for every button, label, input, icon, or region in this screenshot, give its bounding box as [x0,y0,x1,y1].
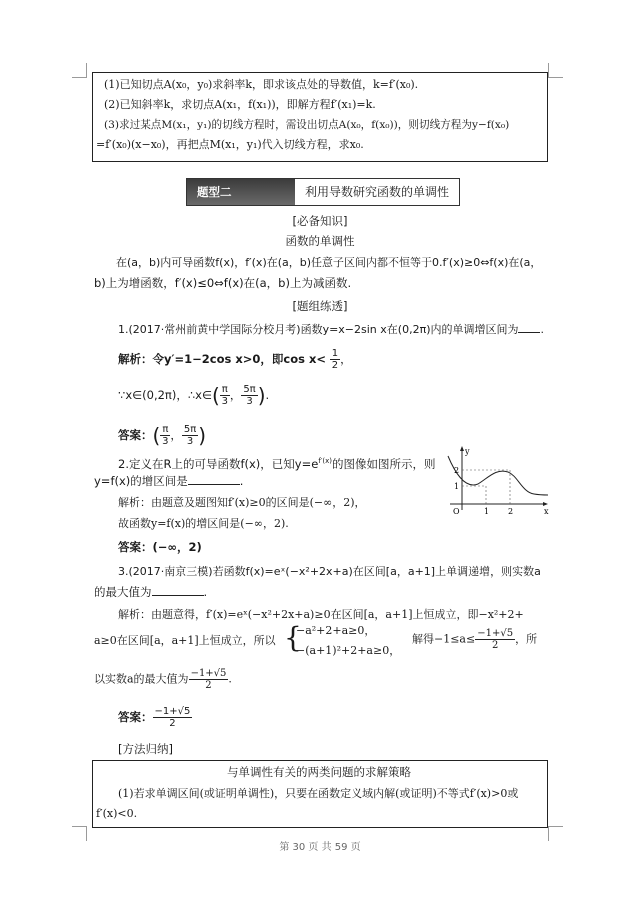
q3-answer-label: 答案： [118,710,153,724]
q2-statement-a: 2.定义在R上的可导函数f(x)，已知y=e [118,456,319,471]
q1-statement: 1.(2017·常州前黄中学国际分校月考)函数y=x−2sin x在(0,2π)内的单调增区间为 [118,323,519,336]
q2-statement-b: 的图像如图所示，则 [331,456,436,471]
q3-solution-b: a≥0在区间[a，a+1]上恒成立，所以 [94,634,276,647]
q3-text-a: 3.(2017·南京三模)若函数f(x)=eˣ(−x²+2x+a)在区间[a，a+1]上单调递增，则实数a [118,565,541,578]
box1-line3: (3)求过某点M(x₁，y₁)的切线方程时，需设出切点A(x₀，f(x₀))，则切线方程为y−f(x₀) [104,119,510,131]
q2-answer: 答案：(−∞，2) [118,540,202,554]
q1-answer-label: 答案： [118,428,153,442]
q1-5pi3-fraction: $\frac{5\pi}{3}$ [243,384,256,407]
box1-line2: (2)已知斜率k，求切点A(x₁，f(x₁))，即解方程f′(x₁)=k. [104,98,376,111]
q3-solution-d: 以实数a的最大值为 $\frac{-1+√5}{2}$ . [94,668,232,691]
q1-solution-b-text: ∵x∈(0,2π)，∴x∈ [118,388,212,402]
crop-mark-top-left [72,63,87,78]
q3-solution-c-tail: ，所 [515,632,538,646]
q3-root-fraction: $\frac{-1+√5}{2}$ [477,628,514,651]
q3-max-fraction: $\frac{-1+√5}{2}$ [190,668,227,691]
knowledge-line2: b)上为增函数，f′(x)≤0⇔f(x)在(a，b)上为减函数. [94,276,352,290]
q3-solution-a: 解析：由题意得，f′(x)=eˣ(−x²+2x+a)≥0在区间[a，a+1]上恒成立，即−x²+2+ [118,608,524,621]
q1-half-fraction: $\frac{1}{2}$ [331,348,339,371]
q2-text-b: y=f(x)的增区间是 . [94,474,244,488]
q2-blank [188,472,240,485]
graph-x-tick-1: 1 [484,507,490,516]
box1-line1: (1)已知切点A(x₀，y₀)求斜率k，即求该点处的导数值，k=f′(x₀). [104,78,419,91]
knowledge-heading: [必备知识] [292,214,348,228]
q3-text-b: 的最大值为 . [94,585,208,599]
q3-answer [118,706,192,729]
graph-y-tick-1: 1 [454,482,460,491]
q1-blank [518,320,540,333]
q1-text: 1.(2017·常州前黄中学国际分校月考)函数y=x−2sin x在(0,2π)内的单调增区间为 . [118,320,544,339]
knowledge-line1: 在(a，b)内可导函数f(x)，f′(x)在(a，b)任意子区间内都不恒等于0.f′(x)≥0⇔f(x)在(a， [116,256,542,269]
graph-y-tick-2: 2 [454,466,460,475]
practice-heading: [题组练透] [292,299,348,313]
graph-origin-label: O [453,507,460,516]
q1-answer-pi3: $\frac{\pi}{3}$ [162,424,169,447]
graph-y-label: y [465,447,470,456]
q2-text-a [118,452,435,473]
q1-answer: 答案：( $\frac{\pi}{3}$ ， $\frac{5\pi}{3}$ ) [118,423,207,448]
knowledge-subheading: 函数的单调性 [285,234,355,248]
q2-superscript: f′(x) [318,457,332,465]
q3-blank [152,583,204,596]
q1-pi3-fraction: $\frac{\pi}{3}$ [221,384,228,407]
q1-solution-text: 解析：令y′=1−2cos x>0，即cos x< [118,352,327,366]
q3-solution-c [412,628,537,651]
q2-statement-c: y=f(x)的增区间是 [94,474,188,488]
method-line1: (1)若求单调区间(或证明单调性)，只要在函数定义域内解(或证明)不等式f′(x)>0或 [118,787,519,800]
q1-answer-5pi3: $\frac{5\pi}{3}$ [183,424,197,447]
section-title-tab [186,178,460,206]
method-heading: [方法归纳] [118,742,173,756]
q1-solution-b: ∵x∈(0,2π)，∴x∈( $\frac{\pi}{3}$ ， $\frac{5\pi}{3}$ ). [118,383,270,408]
q3-statement-b: 的最大值为 [94,585,152,599]
page-number-footer: 第 30 页 共 59 页 [279,842,361,853]
q3-system-eq1: −a²+2+a≥0， [296,624,376,637]
method-line2: f′(x)<0. [96,807,138,820]
box1-line4: =f′(x₀)(x−x₀)，再把点M(x₁，y₁)代入切线方程，求x₀. [96,138,364,151]
q2-solution-a: 解析：由题意及题图知f′(x)≥0的区间是(−∞，2)， [118,496,366,509]
q3-system-eq2: −(a+1)²+2+a≥0， [296,644,401,657]
q3-solution-c-text: 解得−1≤a≤ [412,632,476,646]
q3-answer-fraction: $\frac{-1+√5}{2}$ [154,706,191,729]
q3-solution-d-text: 以实数a的最大值为 [94,672,189,686]
q1-solution-a: 解析：令y′=1−2cos x>0，即cos x< $\frac{1}{2}$ ， [118,348,352,371]
q3-system-brace: { [284,621,302,654]
q2-function-graph [440,444,552,516]
crop-mark-top-right [548,63,563,78]
q2-solution-b: 故函数y=f(x)的增区间是(−∞，2). [118,517,289,530]
graph-x-label: x [544,507,549,516]
method-title: 与单调性有关的两类问题的求解策略 [227,765,411,779]
section-title: 利用导数研究函数的单调性 [304,185,449,199]
section-tag: 题型二 [187,179,295,205]
graph-x-tick-2: 2 [508,507,514,516]
